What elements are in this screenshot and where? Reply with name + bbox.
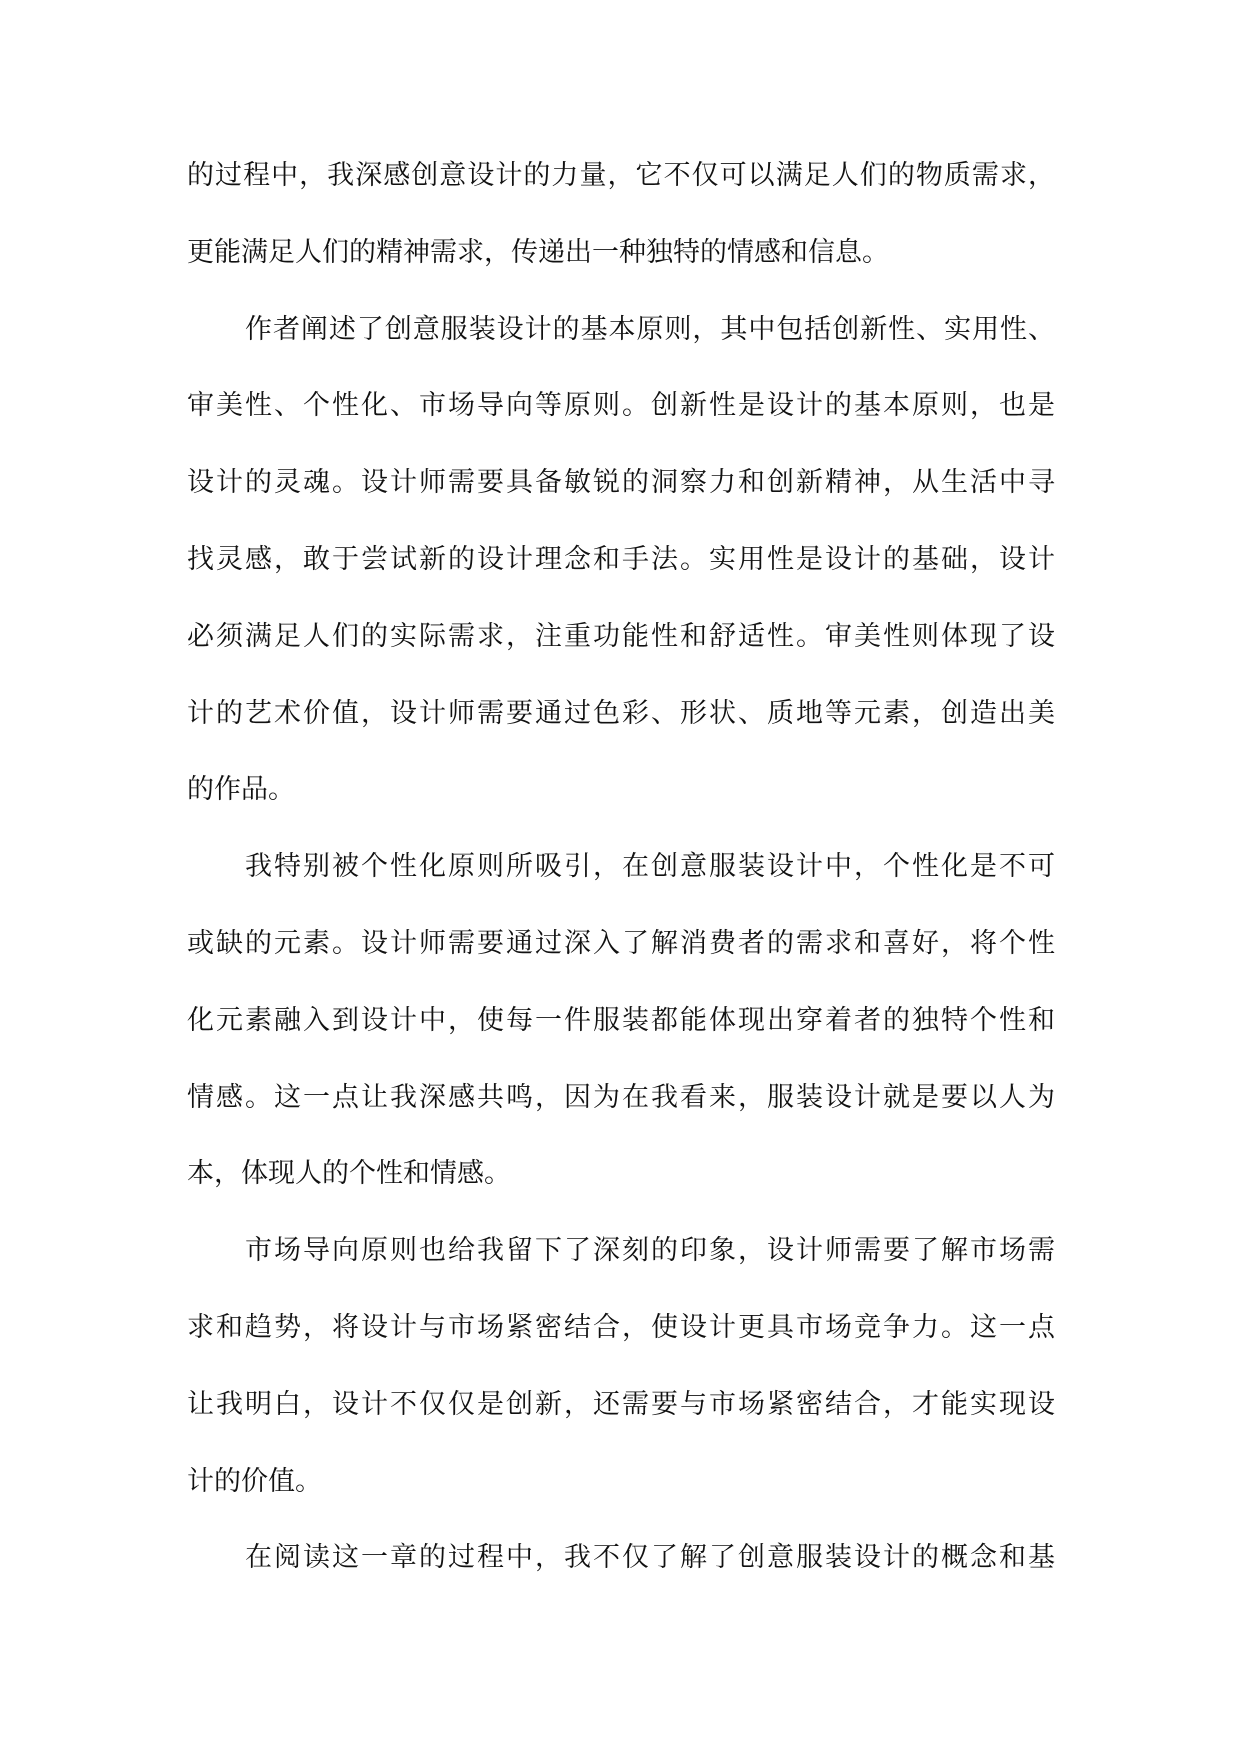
text-line: 计的价值。 xyxy=(187,1465,322,1497)
text-line: 的过程中，我深感创意设计的力量，它不仅可以满足人们的物质需求， xyxy=(187,160,1055,191)
text-line: 化元素融入到设计中，使每一件服装都能体现出穿着者的独特个性和 xyxy=(187,1004,1055,1036)
text-line: 情感。这一点让我深感共鸣，因为在我看来，服装设计就是要以人为 xyxy=(187,1081,1055,1113)
document-body xyxy=(187,138,1055,1597)
text-line: 本，体现人的个性和情感。 xyxy=(187,1158,511,1190)
text-line: 我特别被个性化原则所吸引，在创意服装设计中，个性化是不可 xyxy=(245,851,1055,883)
text-line: 作者阐述了创意服装设计的基本原则，其中包括创新性、实用性、 xyxy=(245,313,1055,345)
text-line: 必须满足人们的实际需求，注重功能性和舒适性。审美性则体现了设 xyxy=(187,620,1055,652)
text-line: 审美性、个性化、市场导向等原则。创新性是设计的基本原则，也是 xyxy=(187,390,1055,422)
text-line: 的作品。 xyxy=(187,774,295,806)
text-line: 计的艺术价值，设计师需要通过色彩、形状、质地等元素，创造出美 xyxy=(187,697,1055,729)
text-line: 市场导向原则也给我留下了深刻的印象，设计师需要了解市场需 xyxy=(245,1235,1055,1267)
text-line: 更能满足人们的精神需求，传递出一种独特的情感和信息。 xyxy=(187,236,889,268)
text-line: 求和趋势，将设计与市场紧密结合，使设计更具市场竞争力。这一点 xyxy=(187,1311,1055,1343)
text-line: 设计的灵魂。设计师需要具备敏锐的洞察力和创新精神，从生活中寻 xyxy=(187,467,1055,499)
text-line: 找灵感，敢于尝试新的设计理念和手法。实用性是设计的基础，设计 xyxy=(187,543,1055,575)
text-line: 或缺的元素。设计师需要通过深入了解消费者的需求和喜好，将个性 xyxy=(187,927,1055,959)
text-line: 在阅读这一章的过程中，我不仅了解了创意服装设计的概念和基 xyxy=(245,1542,1055,1574)
text-line: 让我明白，设计不仅仅是创新，还需要与市场紧密结合，才能实现设 xyxy=(187,1388,1055,1420)
